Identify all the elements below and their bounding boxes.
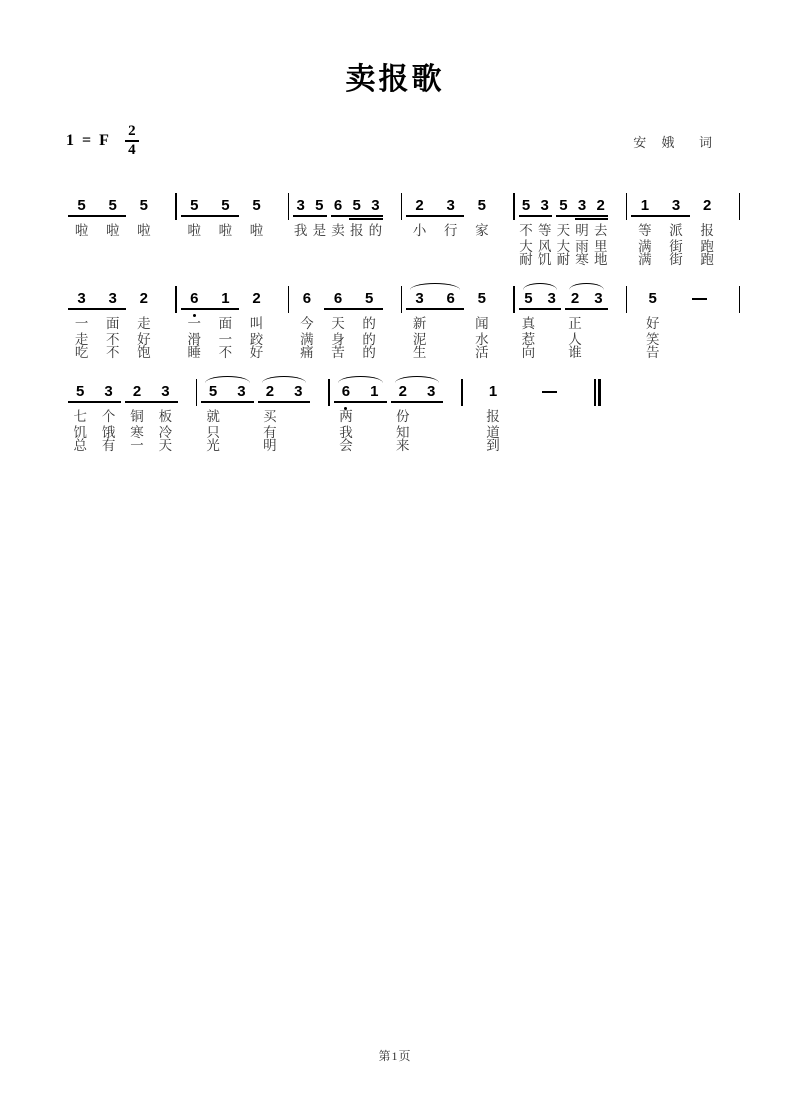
note: 1 — [221, 290, 230, 307]
note-group — [466, 188, 497, 266]
lyric-syllable: 今 — [300, 316, 314, 331]
lyric-syllable: 寒 — [575, 252, 589, 267]
lyric-syllable: 滑 — [187, 332, 201, 347]
note: 3 — [161, 383, 170, 400]
note: 5 — [477, 290, 486, 307]
note: 5 — [208, 383, 218, 400]
lyric-syllable: 寒 — [130, 425, 144, 440]
lyric-syllable: 痛 — [300, 345, 314, 360]
lyric-syllable: 买 — [263, 409, 277, 424]
note-group — [517, 188, 554, 266]
beam-underline — [406, 308, 464, 310]
measure — [463, 374, 595, 452]
note: 2 — [252, 290, 261, 307]
time-numerator: 2 — [128, 122, 136, 139]
beam-underline — [125, 401, 178, 403]
note: 2 — [703, 197, 712, 214]
beam-underline — [631, 215, 689, 217]
beam-underline — [331, 215, 383, 217]
lyric-syllable: 街 — [669, 239, 683, 254]
note-group — [291, 188, 328, 266]
note: 6 — [302, 290, 312, 307]
beam-underline — [201, 401, 254, 403]
lyric-syllable: 的 — [362, 332, 376, 347]
measure — [627, 281, 738, 359]
beam-underline — [565, 308, 608, 310]
lyric-syllable: 好 — [249, 345, 264, 360]
note-group — [199, 374, 256, 452]
slur — [338, 376, 383, 383]
lyric-syllable: 吃 — [74, 345, 89, 360]
note: 5 — [221, 197, 230, 214]
lyric-syllable: 不 — [105, 332, 120, 347]
note-group — [563, 281, 610, 359]
lyric-syllable: 去 — [593, 223, 608, 238]
measure — [64, 374, 196, 452]
note: 6 — [333, 290, 343, 307]
lyric-syllable: 正 — [568, 316, 582, 331]
beam-underline — [181, 215, 239, 217]
note-group — [466, 281, 497, 359]
page-number: 第1页 — [378, 1049, 412, 1063]
lyric-syllable: 满 — [638, 239, 652, 254]
dash-note — [676, 290, 723, 300]
lyric-syllable: 七 — [73, 409, 87, 424]
lyric-syllable: 人 — [568, 332, 582, 347]
note: 3 — [446, 197, 455, 214]
lyric-syllable: 新 — [412, 316, 427, 331]
lyric-syllable: 大 — [519, 239, 533, 254]
lyric-syllable: 大 — [556, 239, 571, 254]
slur — [569, 283, 604, 290]
note: 5 — [77, 197, 86, 214]
end-barline — [739, 286, 740, 313]
lyric-syllable: 活 — [475, 345, 489, 360]
lyric-syllable: 冷 — [158, 425, 173, 440]
note-group — [389, 374, 446, 452]
lyric-syllable: 铜 — [130, 409, 144, 424]
measure — [627, 188, 738, 266]
note-group — [692, 188, 723, 266]
lyric-syllable: 走 — [74, 332, 89, 347]
note: 2 — [596, 197, 605, 214]
lyric-syllable: 里 — [593, 239, 608, 254]
lyric-syllable: 小 — [412, 223, 427, 238]
lyric-syllable: 有 — [263, 425, 277, 440]
measure — [402, 188, 513, 266]
lyric-syllable: 叫 — [249, 316, 264, 331]
end-barline — [739, 193, 740, 220]
lyric-syllable: 是 — [312, 223, 327, 238]
lyric-syllable: 报 — [349, 223, 364, 238]
note-group — [629, 281, 676, 359]
lyric-syllable: 行 — [443, 223, 458, 238]
lyric-syllable: 不 — [519, 223, 533, 238]
note: 3 — [594, 290, 603, 307]
note: 3 — [540, 197, 549, 214]
lyric-syllable: 报 — [486, 409, 500, 424]
lyric-syllable: 满 — [300, 332, 314, 347]
slur — [523, 283, 558, 290]
lyric-syllable: 饥 — [73, 425, 87, 440]
lyric-syllable: 家 — [475, 223, 489, 238]
lyric-syllable: 就 — [206, 409, 220, 424]
system-1 — [64, 188, 740, 266]
note-group — [676, 281, 723, 359]
beam-underline — [406, 215, 464, 217]
lyric-syllable: 明 — [575, 223, 589, 238]
lyric-syllable: 天 — [331, 316, 345, 331]
lyric-syllable: 雨 — [575, 239, 589, 254]
lyric-syllable: 真 — [521, 316, 536, 331]
lyric-syllable: 明 — [263, 438, 277, 453]
lyric-syllable: 跤 — [249, 332, 264, 347]
lyric-syllable: 一 — [74, 316, 89, 331]
beam-underline — [391, 401, 444, 403]
lyric-syllable: 啦 — [218, 223, 233, 238]
lyric-syllable: 惹 — [521, 332, 536, 347]
note: 5 — [521, 197, 531, 214]
beam-underline — [334, 401, 387, 403]
lyric-syllable: 不 — [105, 345, 120, 360]
lyric-syllable: 跑 — [700, 239, 714, 254]
lyric-syllable: 一 — [187, 316, 201, 331]
note-group — [629, 188, 691, 266]
measure — [177, 281, 288, 359]
lyric-syllable: 地 — [593, 252, 608, 267]
beam-underline — [556, 215, 608, 217]
dash-glyph — [542, 391, 557, 393]
note: 3 — [577, 197, 587, 214]
lyric-syllable: 道 — [486, 425, 500, 440]
lyric-syllable: 跑 — [700, 252, 714, 267]
lyric-syllable: 啦 — [74, 223, 89, 238]
lyric-syllable: 天 — [158, 438, 173, 453]
lyricist-credit: 安 娥 词 — [633, 134, 718, 150]
lyric-syllable: 一 — [218, 332, 233, 347]
note: 5 — [477, 197, 486, 214]
note: 5 — [252, 197, 261, 214]
note: 2 — [265, 383, 275, 400]
meta-row — [66, 122, 718, 160]
lyric-syllable: 走 — [137, 316, 151, 331]
note: 5 — [315, 197, 324, 214]
lyric-syllable: 份 — [395, 409, 410, 424]
lyric-syllable: 的 — [368, 223, 383, 238]
note-group — [554, 188, 610, 266]
time-signature — [125, 124, 139, 159]
note: 6 — [333, 197, 343, 214]
note: 3 — [77, 290, 86, 307]
beam-underline — [258, 401, 311, 403]
measure — [177, 188, 288, 266]
lyric-syllable: 啦 — [137, 223, 151, 238]
lyric-syllable: 一 — [130, 438, 144, 453]
note-group — [517, 281, 564, 359]
beam-underline — [519, 215, 552, 217]
note: 5 — [108, 197, 117, 214]
lyric-syllable: 个 — [101, 409, 116, 424]
beam-underline — [293, 215, 326, 217]
note: 5 — [139, 197, 148, 214]
lyric-syllable: 会 — [339, 438, 353, 453]
note: 3 — [415, 290, 424, 307]
note: 3 — [426, 383, 436, 400]
system-3 — [64, 374, 601, 452]
lyric-syllable: 面 — [218, 316, 233, 331]
note: 5 — [524, 290, 533, 307]
lyric-syllable: 满 — [638, 252, 652, 267]
lyric-syllable: 饿 — [101, 425, 116, 440]
measure — [197, 374, 329, 452]
note: 2 — [570, 290, 580, 307]
slur — [205, 376, 250, 383]
time-denominator: 4 — [128, 142, 136, 159]
note: 3 — [296, 197, 305, 214]
final-barline-thin — [594, 379, 595, 406]
note: 5 — [364, 290, 374, 307]
lyric-syllable: 我 — [293, 223, 308, 238]
slur — [262, 376, 307, 383]
measure — [515, 281, 626, 359]
lyric-syllable: 水 — [475, 332, 489, 347]
lyric-syllable: 等 — [537, 223, 552, 238]
note-group — [66, 188, 128, 266]
lyric-syllable: 饥 — [537, 252, 552, 267]
lyric-syllable: 派 — [669, 223, 683, 238]
key-signature — [66, 124, 139, 159]
note: 5 — [648, 290, 657, 307]
note: 5 — [76, 383, 85, 400]
lyric-syllable: 啦 — [187, 223, 201, 238]
note-group — [123, 374, 180, 452]
note: 6 — [341, 383, 351, 400]
beam-underline — [68, 308, 126, 310]
lyric-syllable: 卖 — [331, 223, 345, 238]
note: 5 — [190, 197, 199, 214]
note: 1 — [640, 197, 650, 214]
note-group — [465, 374, 522, 452]
note-group — [404, 188, 466, 266]
note-group — [241, 281, 272, 359]
lyric-syllable: 啦 — [105, 223, 120, 238]
note-group — [241, 188, 272, 266]
note: 3 — [671, 197, 681, 214]
measure — [289, 281, 400, 359]
note: 2 — [415, 197, 424, 214]
lyric-syllable: 天 — [556, 223, 571, 238]
lyric-syllable: 报 — [700, 223, 714, 238]
note-group — [332, 374, 389, 452]
score-title: 卖报歌 — [345, 63, 445, 96]
note: 6 — [446, 290, 455, 307]
note: 3 — [371, 197, 380, 214]
note-group — [404, 281, 466, 359]
note: 2 — [139, 290, 148, 307]
lyric-syllable: 好 — [137, 332, 151, 347]
lyric-syllable: 只 — [206, 425, 220, 440]
lyric-syllable: 告 — [645, 345, 660, 360]
measure — [64, 188, 175, 266]
lyric-syllable: 向 — [521, 345, 536, 360]
lyric-syllable: 耐 — [519, 252, 533, 267]
note: 3 — [294, 383, 303, 400]
note-group — [66, 281, 128, 359]
lyric-syllable: 来 — [395, 438, 410, 453]
lyric-syllable: 啦 — [249, 223, 264, 238]
note: 3 — [104, 383, 113, 400]
final-barline — [594, 379, 601, 406]
lyric-syllable: 笑 — [645, 332, 660, 347]
measure — [64, 281, 175, 359]
lyric-syllable: 面 — [105, 316, 120, 331]
beam-underline — [68, 401, 121, 403]
lyric-syllable: 泥 — [412, 332, 427, 347]
final-barline-thick — [598, 379, 602, 406]
note-group — [521, 374, 578, 452]
note-group — [66, 374, 123, 452]
note-group — [322, 281, 384, 359]
lyric-syllable: 的 — [362, 316, 376, 331]
beam-underline — [349, 218, 382, 220]
dash-glyph — [692, 298, 707, 300]
dash-note — [521, 383, 578, 393]
note: 2 — [132, 383, 142, 400]
lyric-syllable: 板 — [158, 409, 173, 424]
measure — [402, 281, 513, 359]
measure — [515, 188, 626, 266]
lyric-syllable: 饱 — [137, 345, 151, 360]
lyric-syllable: 风 — [537, 239, 552, 254]
measure — [330, 374, 462, 452]
slur — [410, 283, 460, 290]
lyric-syllable: 街 — [669, 252, 683, 267]
beam-underline — [519, 308, 562, 310]
lyric-syllable: 有 — [101, 438, 116, 453]
lyric-syllable: 谁 — [568, 345, 582, 360]
lyric-syllable: 等 — [638, 223, 652, 238]
slur — [395, 376, 440, 383]
music-systems — [64, 188, 790, 452]
lyric-syllable: 总 — [73, 438, 87, 453]
lyric-syllable: 耐 — [556, 252, 571, 267]
lyric-syllable: 生 — [412, 345, 427, 360]
key-label: 1 = F — [66, 132, 111, 149]
note-group — [256, 374, 313, 452]
note: 3 — [237, 383, 246, 400]
lyric-syllable: 睡 — [187, 345, 201, 360]
lyric-syllable: 两 — [339, 409, 353, 424]
lyric-syllable: 闻 — [475, 316, 489, 331]
note-group — [128, 281, 159, 359]
note-group — [329, 188, 385, 266]
lyric-syllable: 好 — [645, 316, 660, 331]
measure — [289, 188, 400, 266]
note-group — [128, 188, 159, 266]
note-group — [179, 281, 241, 359]
note: 1 — [488, 383, 498, 400]
lyric-syllable: 光 — [206, 438, 220, 453]
lyric-syllable: 我 — [339, 425, 353, 440]
note-group — [179, 188, 241, 266]
note: 3 — [108, 290, 117, 307]
system-2 — [64, 281, 740, 359]
note: 5 — [352, 197, 361, 214]
note: 2 — [398, 383, 407, 400]
beam-underline — [181, 308, 239, 310]
lyric-syllable: 身 — [331, 332, 345, 347]
lyric-syllable: 的 — [362, 345, 376, 360]
beam-underline — [324, 308, 382, 310]
lyric-syllable: 到 — [486, 438, 500, 453]
beam-underline — [68, 215, 126, 217]
note-group — [291, 281, 322, 359]
note: 3 — [547, 290, 556, 307]
note: 6 — [190, 290, 199, 307]
note: 1 — [370, 383, 379, 400]
lyric-syllable: 知 — [395, 425, 410, 440]
lyric-syllable: 不 — [218, 345, 233, 360]
note: 5 — [559, 197, 568, 214]
beam-underline — [575, 218, 608, 220]
lyric-syllable: 苦 — [331, 345, 345, 360]
